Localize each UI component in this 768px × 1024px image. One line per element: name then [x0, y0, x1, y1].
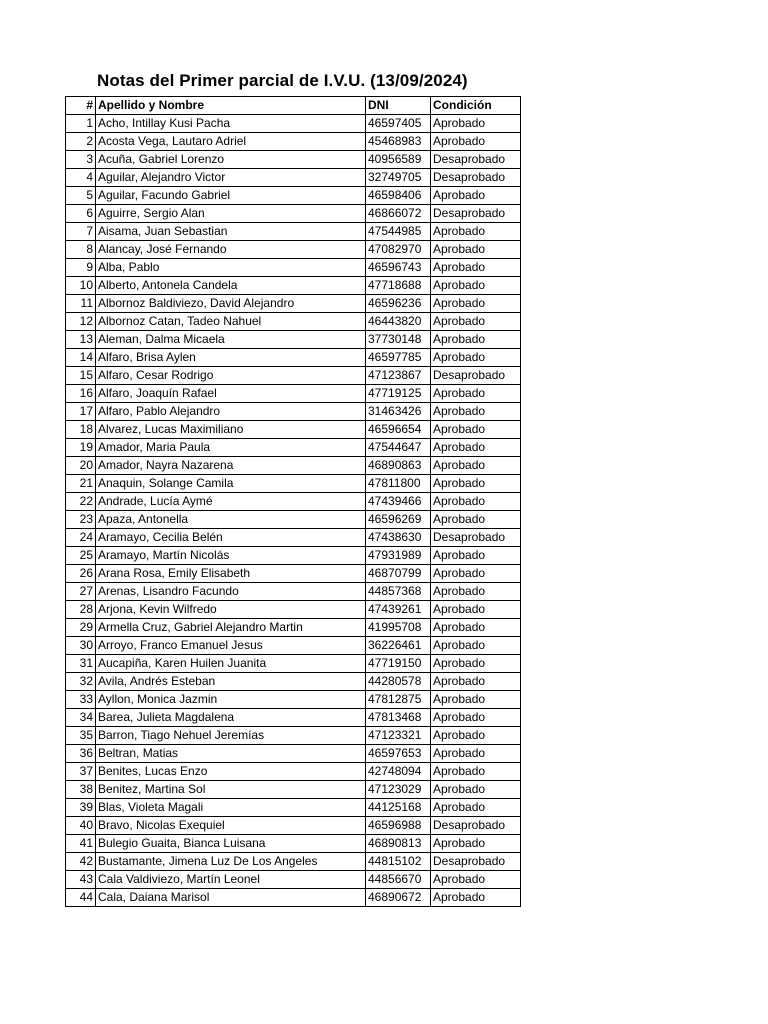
cell-dni: 40956589: [366, 151, 431, 169]
cell-number: 3: [66, 151, 96, 169]
cell-dni: 46596743: [366, 259, 431, 277]
cell-number: 15: [66, 367, 96, 385]
cell-dni: 44280578: [366, 673, 431, 691]
cell-dni: 46890672: [366, 889, 431, 907]
cell-name: Aguirre, Sergio Alan: [96, 205, 366, 223]
cell-condition: Aprobado: [431, 187, 521, 205]
cell-condition: Desaprobado: [431, 151, 521, 169]
cell-condition: Aprobado: [431, 691, 521, 709]
cell-condition: Aprobado: [431, 403, 521, 421]
cell-condition: Aprobado: [431, 799, 521, 817]
cell-number: 20: [66, 457, 96, 475]
cell-number: 10: [66, 277, 96, 295]
table-row: [66, 601, 521, 619]
cell-number: 2: [66, 133, 96, 151]
cell-number: 14: [66, 349, 96, 367]
cell-name: Alvarez, Lucas Maximiliano: [96, 421, 366, 439]
table-row: [66, 781, 521, 799]
cell-name: Arana Rosa, Emily Elisabeth: [96, 565, 366, 583]
cell-dni: 47811800: [366, 475, 431, 493]
table-row: [66, 187, 521, 205]
cell-name: Andrade, Lucía Aymé: [96, 493, 366, 511]
cell-condition: Aprobado: [431, 835, 521, 853]
table-row: [66, 745, 521, 763]
cell-dni: 46598406: [366, 187, 431, 205]
cell-number: 40: [66, 817, 96, 835]
cell-dni: 47439466: [366, 493, 431, 511]
cell-number: 23: [66, 511, 96, 529]
table-row: [66, 655, 521, 673]
cell-condition: Aprobado: [431, 673, 521, 691]
cell-number: 36: [66, 745, 96, 763]
cell-dni: 46596654: [366, 421, 431, 439]
cell-name: Acho, Intillay Kusi Pacha: [96, 115, 366, 133]
cell-name: Aisama, Juan Sebastian: [96, 223, 366, 241]
cell-number: 32: [66, 673, 96, 691]
cell-condition: Aprobado: [431, 709, 521, 727]
table-row: [66, 403, 521, 421]
cell-name: Arenas, Lisandro Facundo: [96, 583, 366, 601]
cell-dni: 46870799: [366, 565, 431, 583]
page-title: Notas del Primer parcial de I.V.U. (13/09/2024): [97, 71, 468, 90]
cell-dni: 41995708: [366, 619, 431, 637]
table-row: [66, 169, 521, 187]
table-row: [66, 691, 521, 709]
cell-condition: Desaprobado: [431, 367, 521, 385]
cell-number: 33: [66, 691, 96, 709]
table-row: [66, 493, 521, 511]
cell-dni: 47719125: [366, 385, 431, 403]
table-row: [66, 511, 521, 529]
cell-name: Blas, Violeta Magali: [96, 799, 366, 817]
cell-condition: Aprobado: [431, 583, 521, 601]
cell-condition: Aprobado: [431, 241, 521, 259]
cell-condition: Desaprobado: [431, 205, 521, 223]
cell-condition: Aprobado: [431, 421, 521, 439]
cell-number: 26: [66, 565, 96, 583]
cell-number: 17: [66, 403, 96, 421]
cell-name: Cala, Daiana Marisol: [96, 889, 366, 907]
cell-dni: 46596988: [366, 817, 431, 835]
cell-name: Alfaro, Joaquín Rafael: [96, 385, 366, 403]
table-row: [66, 763, 521, 781]
cell-number: 30: [66, 637, 96, 655]
cell-condition: Aprobado: [431, 115, 521, 133]
cell-number: 34: [66, 709, 96, 727]
table-row: [66, 133, 521, 151]
cell-name: Alancay, José Fernando: [96, 241, 366, 259]
cell-dni: 32749705: [366, 169, 431, 187]
cell-name: Amador, Nayra Nazarena: [96, 457, 366, 475]
table-row: [66, 565, 521, 583]
cell-number: 8: [66, 241, 96, 259]
cell-number: 1: [66, 115, 96, 133]
table-row: [66, 637, 521, 655]
cell-condition: Aprobado: [431, 133, 521, 151]
cell-condition: Aprobado: [431, 511, 521, 529]
table-row: [66, 223, 521, 241]
table-row: [66, 331, 521, 349]
cell-dni: 47719150: [366, 655, 431, 673]
cell-name: Anaquin, Solange Camila: [96, 475, 366, 493]
cell-condition: Desaprobado: [431, 853, 521, 871]
table-row: [66, 799, 521, 817]
table-row: [66, 439, 521, 457]
cell-dni: 45468983: [366, 133, 431, 151]
cell-number: 29: [66, 619, 96, 637]
table-row: [66, 619, 521, 637]
cell-number: 18: [66, 421, 96, 439]
cell-condition: Aprobado: [431, 331, 521, 349]
table-row: [66, 259, 521, 277]
cell-dni: 47123867: [366, 367, 431, 385]
cell-name: Albornoz Catan, Tadeo Nahuel: [96, 313, 366, 331]
cell-dni: 42748094: [366, 763, 431, 781]
table-row: [66, 583, 521, 601]
cell-condition: Aprobado: [431, 313, 521, 331]
cell-name: Arjona, Kevin Wilfredo: [96, 601, 366, 619]
cell-dni: 44856670: [366, 871, 431, 889]
cell-dni: 44815102: [366, 853, 431, 871]
cell-dni: 44857368: [366, 583, 431, 601]
cell-name: Alfaro, Pablo Alejandro: [96, 403, 366, 421]
cell-name: Aramayo, Martín Nicolás: [96, 547, 366, 565]
cell-condition: Aprobado: [431, 277, 521, 295]
cell-condition: Aprobado: [431, 619, 521, 637]
cell-number: 31: [66, 655, 96, 673]
column-header-name: Apellido y Nombre: [96, 97, 366, 115]
cell-condition: Aprobado: [431, 223, 521, 241]
cell-number: 22: [66, 493, 96, 511]
cell-dni: 46596269: [366, 511, 431, 529]
cell-dni: 47544985: [366, 223, 431, 241]
cell-name: Barea, Julieta Magdalena: [96, 709, 366, 727]
table-row: [66, 205, 521, 223]
cell-dni: 47123029: [366, 781, 431, 799]
column-header-dni: DNI: [366, 97, 431, 115]
cell-number: 21: [66, 475, 96, 493]
cell-name: Avila, Andrés Esteban: [96, 673, 366, 691]
cell-dni: 46443820: [366, 313, 431, 331]
table-row: [66, 457, 521, 475]
table-row: [66, 709, 521, 727]
cell-dni: 46597785: [366, 349, 431, 367]
cell-condition: Aprobado: [431, 763, 521, 781]
table-row: [66, 853, 521, 871]
cell-dni: 46890813: [366, 835, 431, 853]
table-row: [66, 349, 521, 367]
cell-dni: 47812875: [366, 691, 431, 709]
cell-name: Bravo, Nicolas Exequiel: [96, 817, 366, 835]
table-row: [66, 673, 521, 691]
cell-dni: 47082970: [366, 241, 431, 259]
table-row: [66, 835, 521, 853]
cell-dni: 47718688: [366, 277, 431, 295]
cell-dni: 44125168: [366, 799, 431, 817]
cell-dni: 47544647: [366, 439, 431, 457]
table-row: [66, 241, 521, 259]
cell-name: Aguilar, Facundo Gabriel: [96, 187, 366, 205]
cell-condition: Aprobado: [431, 439, 521, 457]
table-row: [66, 115, 521, 133]
cell-condition: Aprobado: [431, 727, 521, 745]
cell-condition: Aprobado: [431, 385, 521, 403]
cell-number: 37: [66, 763, 96, 781]
cell-name: Cala Valdiviezo, Martín Leonel: [96, 871, 366, 889]
table-row: [66, 889, 521, 907]
cell-condition: Aprobado: [431, 745, 521, 763]
cell-name: Arroyo, Franco Emanuel Jesus: [96, 637, 366, 655]
cell-dni: 47123321: [366, 727, 431, 745]
table-header-row: [66, 97, 521, 115]
cell-name: Barron, Tiago Nehuel Jeremías: [96, 727, 366, 745]
table-row: [66, 817, 521, 835]
table-row: [66, 277, 521, 295]
cell-name: Aucapiña, Karen Huilen Juanita: [96, 655, 366, 673]
cell-number: 43: [66, 871, 96, 889]
cell-dni: 46597653: [366, 745, 431, 763]
cell-number: 9: [66, 259, 96, 277]
table-row: [66, 421, 521, 439]
cell-number: 5: [66, 187, 96, 205]
cell-number: 24: [66, 529, 96, 547]
cell-condition: Desaprobado: [431, 529, 521, 547]
cell-number: 41: [66, 835, 96, 853]
cell-number: 11: [66, 295, 96, 313]
cell-condition: Aprobado: [431, 295, 521, 313]
cell-number: 39: [66, 799, 96, 817]
cell-name: Aguilar, Alejandro Victor: [96, 169, 366, 187]
cell-condition: Aprobado: [431, 259, 521, 277]
cell-dni: 46866072: [366, 205, 431, 223]
cell-number: 42: [66, 853, 96, 871]
cell-name: Alberto, Antonela Candela: [96, 277, 366, 295]
cell-name: Bustamante, Jimena Luz De Los Angeles: [96, 853, 366, 871]
cell-condition: Aprobado: [431, 637, 521, 655]
cell-condition: Aprobado: [431, 457, 521, 475]
cell-dni: 46596236: [366, 295, 431, 313]
cell-dni: 47931989: [366, 547, 431, 565]
cell-condition: Aprobado: [431, 565, 521, 583]
cell-name: Albornoz Baldiviezo, David Alejandro: [96, 295, 366, 313]
cell-number: 25: [66, 547, 96, 565]
cell-number: 38: [66, 781, 96, 799]
table-row: [66, 151, 521, 169]
cell-dni: 46597405: [366, 115, 431, 133]
cell-condition: Desaprobado: [431, 817, 521, 835]
cell-name: Aramayo, Cecilia Belén: [96, 529, 366, 547]
cell-name: Benites, Lucas Enzo: [96, 763, 366, 781]
cell-name: Alfaro, Cesar Rodrigo: [96, 367, 366, 385]
grades-table: [65, 96, 521, 907]
table-row: [66, 475, 521, 493]
cell-number: 16: [66, 385, 96, 403]
cell-name: Apaza, Antonella: [96, 511, 366, 529]
cell-condition: Aprobado: [431, 493, 521, 511]
cell-number: 27: [66, 583, 96, 601]
cell-number: 12: [66, 313, 96, 331]
table-row: [66, 295, 521, 313]
cell-condition: Aprobado: [431, 781, 521, 799]
cell-number: 19: [66, 439, 96, 457]
cell-name: Alba, Pablo: [96, 259, 366, 277]
cell-number: 28: [66, 601, 96, 619]
cell-condition: Aprobado: [431, 871, 521, 889]
cell-name: Benitez, Martina Sol: [96, 781, 366, 799]
cell-condition: Aprobado: [431, 475, 521, 493]
cell-name: Acuña, Gabriel Lorenzo: [96, 151, 366, 169]
cell-dni: 37730148: [366, 331, 431, 349]
cell-number: 7: [66, 223, 96, 241]
table-row: [66, 367, 521, 385]
cell-name: Ayllon, Monica Jazmin: [96, 691, 366, 709]
table-row: [66, 727, 521, 745]
cell-condition: Aprobado: [431, 889, 521, 907]
cell-dni: 47438630: [366, 529, 431, 547]
cell-dni: 36226461: [366, 637, 431, 655]
cell-dni: 46890863: [366, 457, 431, 475]
cell-name: Aleman, Dalma Micaela: [96, 331, 366, 349]
column-header-number: #: [66, 97, 96, 115]
cell-dni: 47439261: [366, 601, 431, 619]
cell-condition: Desaprobado: [431, 169, 521, 187]
cell-number: 6: [66, 205, 96, 223]
cell-name: Beltran, Matias: [96, 745, 366, 763]
table-row: [66, 313, 521, 331]
cell-condition: Aprobado: [431, 655, 521, 673]
cell-number: 35: [66, 727, 96, 745]
cell-condition: Aprobado: [431, 601, 521, 619]
cell-condition: Aprobado: [431, 349, 521, 367]
table-row: [66, 385, 521, 403]
cell-name: Armella Cruz, Gabriel Alejandro Martin: [96, 619, 366, 637]
cell-dni: 31463426: [366, 403, 431, 421]
cell-name: Alfaro, Brisa Aylen: [96, 349, 366, 367]
cell-number: 4: [66, 169, 96, 187]
cell-dni: 47813468: [366, 709, 431, 727]
cell-condition: Aprobado: [431, 547, 521, 565]
column-header-condition: Condición: [431, 97, 521, 115]
cell-number: 13: [66, 331, 96, 349]
cell-name: Acosta Vega, Lautaro Adriel: [96, 133, 366, 151]
cell-name: Bulegio Guaita, Bianca Luisana: [96, 835, 366, 853]
table-row: [66, 871, 521, 889]
cell-name: Amador, Maria Paula: [96, 439, 366, 457]
cell-number: 44: [66, 889, 96, 907]
table-row: [66, 529, 521, 547]
table-row: [66, 547, 521, 565]
